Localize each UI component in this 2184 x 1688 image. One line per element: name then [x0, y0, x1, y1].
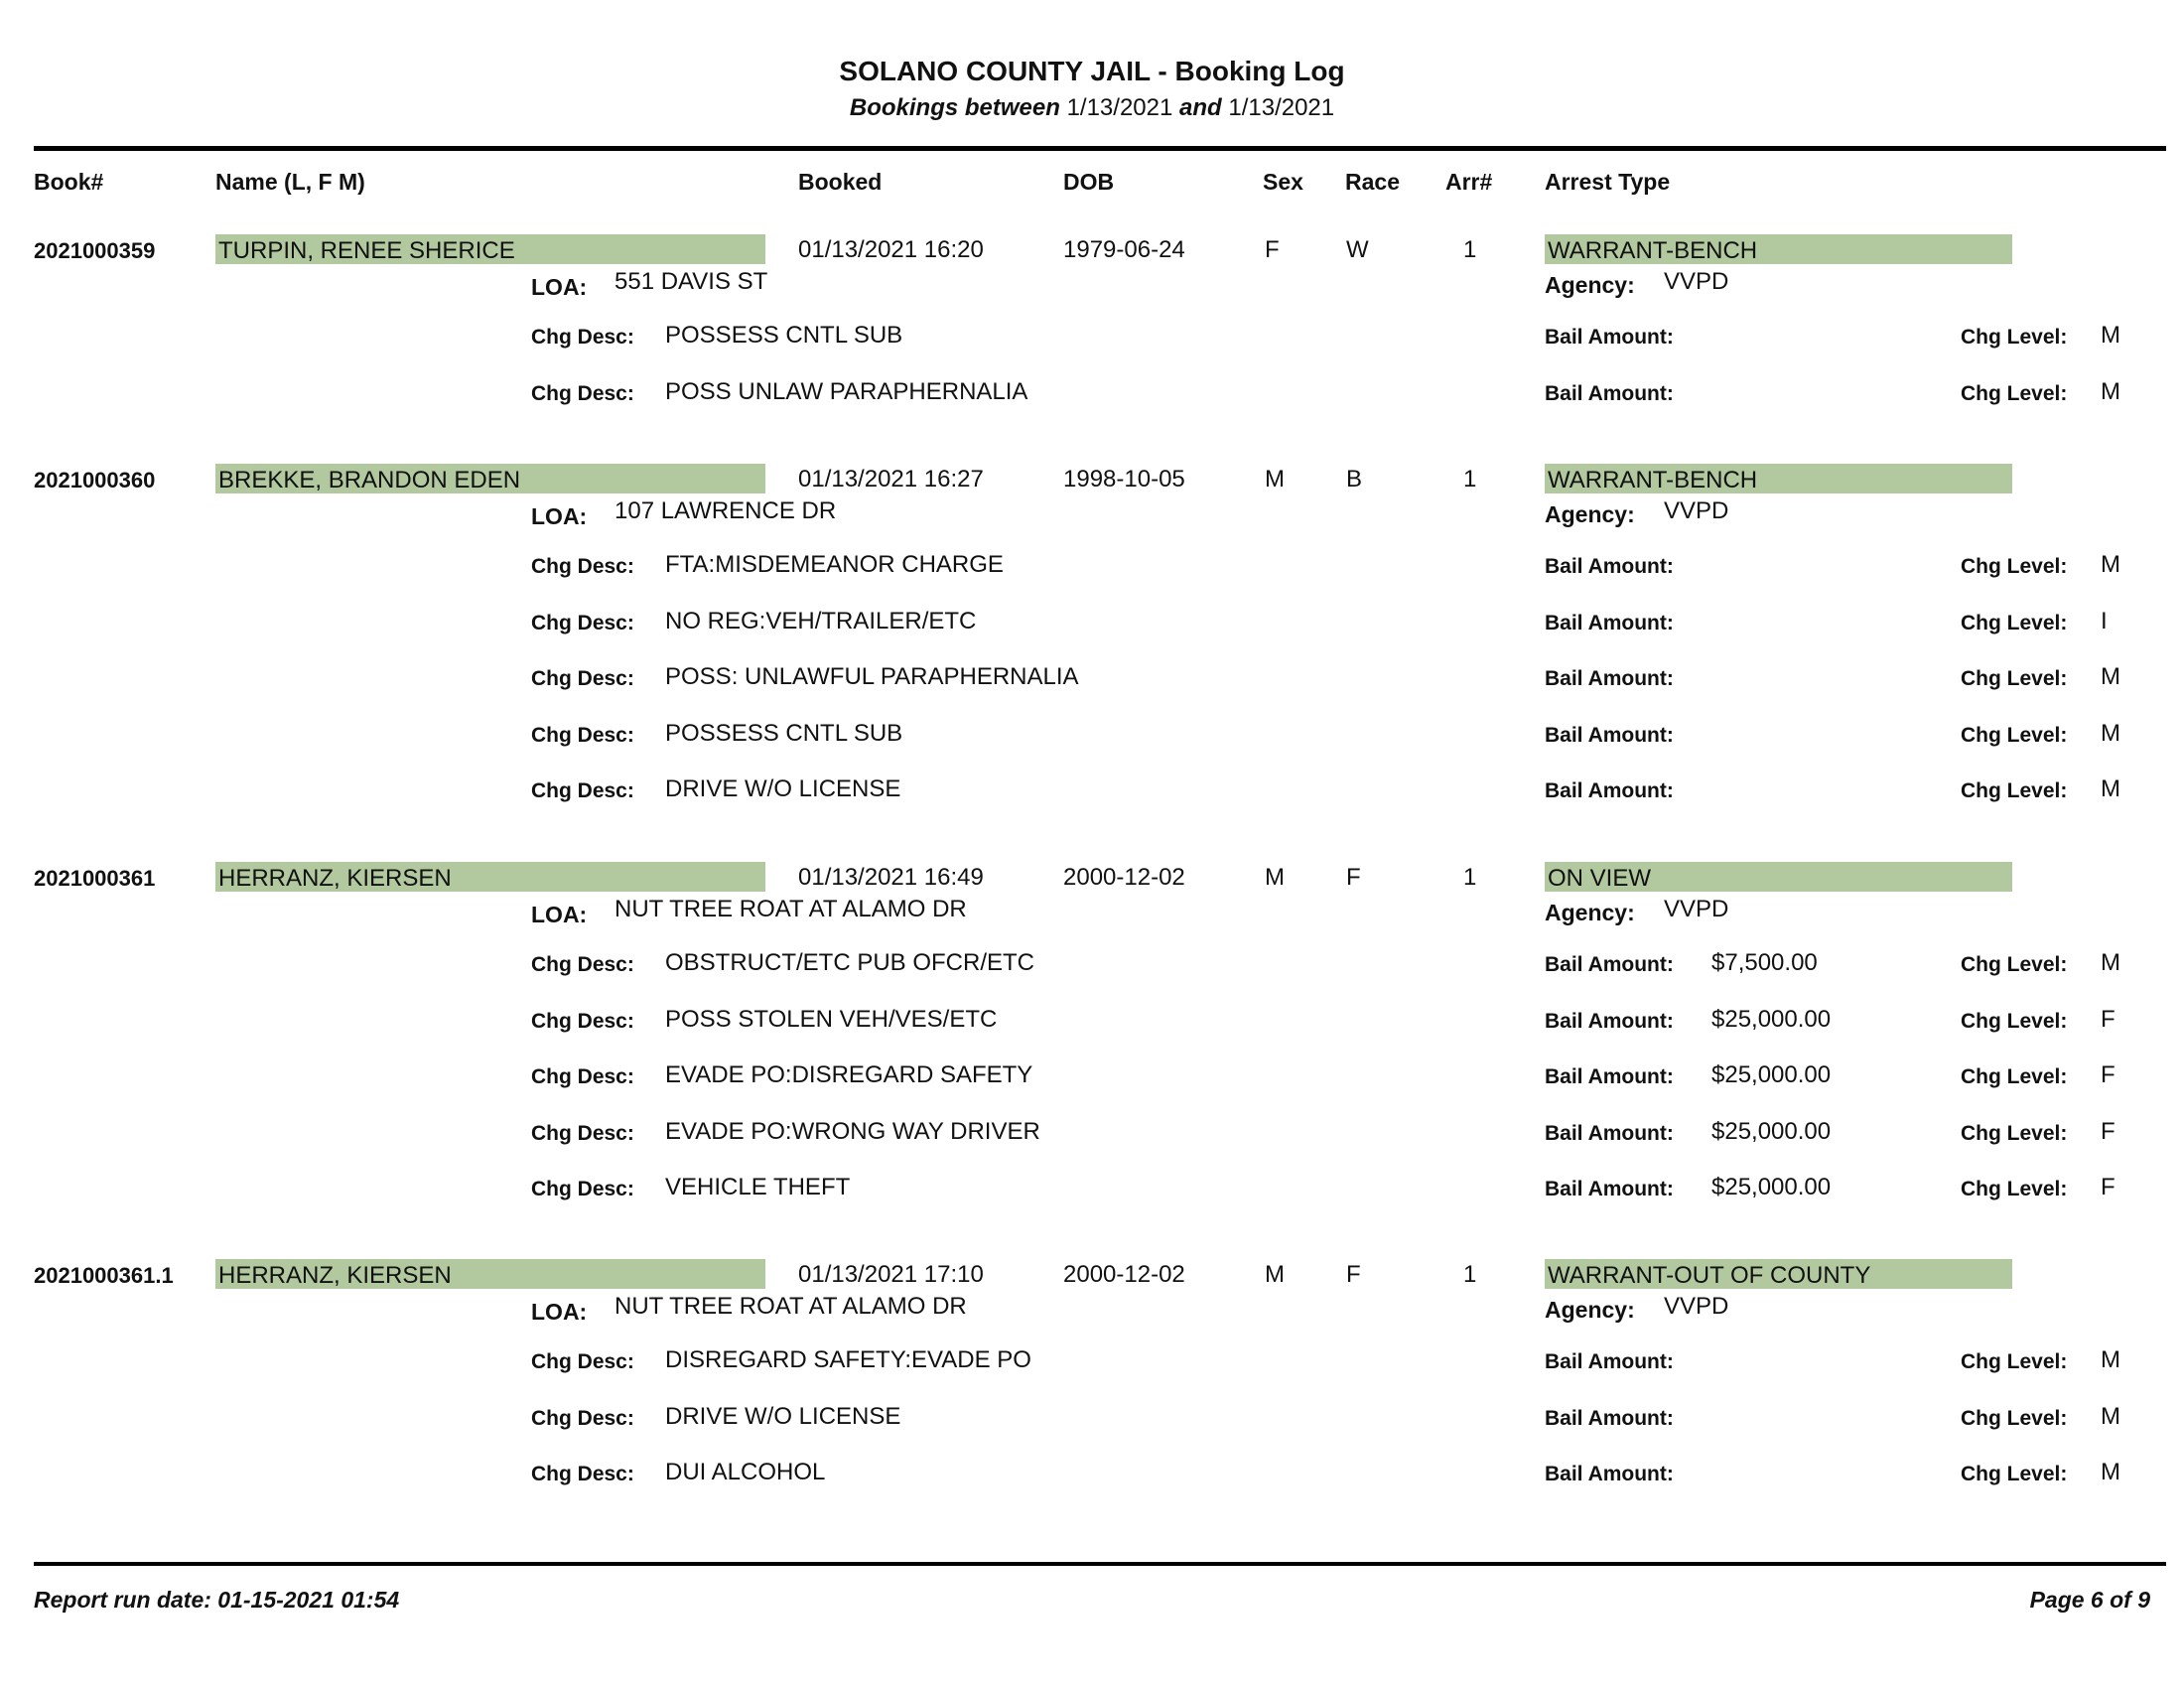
bail-amount-label: Bail Amount:	[1545, 1350, 1674, 1373]
agency-label: Agency:	[1545, 900, 1635, 925]
chg-desc-label: Chg Desc:	[531, 779, 634, 802]
chg-desc-label: Chg Desc:	[531, 1122, 634, 1145]
charge-description: EVADE PO:DISREGARD SAFETY	[665, 1061, 1033, 1088]
charge-description: FTA:MISDEMEANOR CHARGE	[665, 551, 1004, 578]
charge-level: I	[2101, 608, 2108, 634]
charge-level: M	[2101, 949, 2120, 976]
col-dob: DOB	[1063, 169, 1115, 195]
col-sex: Sex	[1263, 169, 1303, 195]
col-name: Name (L, F M)	[215, 169, 365, 195]
subtitle-prefix: Bookings between	[849, 94, 1060, 121]
arrest-count: 1	[1463, 1261, 1477, 1288]
agency-label: Agency:	[1545, 1297, 1635, 1323]
chg-level-label: Chg Level:	[1961, 326, 2068, 349]
date-from: 1/13/2021	[1066, 94, 1173, 121]
bail-amount-label: Bail Amount:	[1545, 779, 1674, 802]
chg-desc-label: Chg Desc:	[531, 326, 634, 349]
charge-level: F	[2101, 1118, 2116, 1145]
charge-level: F	[2101, 1061, 2116, 1088]
booking-number: 2021000360	[34, 468, 156, 492]
agency-value: VVPD	[1664, 497, 1729, 524]
loa-label: LOA:	[531, 274, 588, 300]
chg-desc-label: Chg Desc:	[531, 1407, 634, 1430]
booked-datetime: 01/13/2021 17:10	[798, 1261, 984, 1288]
bail-amount-label: Bail Amount:	[1545, 612, 1674, 634]
charge-level: M	[2101, 663, 2120, 690]
booking-number: 2021000361.1	[34, 1263, 174, 1288]
agency-value: VVPD	[1664, 1293, 1729, 1320]
chg-level-label: Chg Level:	[1961, 1178, 2068, 1200]
bail-amount-label: Bail Amount:	[1545, 953, 1674, 976]
sex-value: F	[1265, 236, 1280, 263]
arrest-type: ON VIEW	[1545, 862, 2012, 892]
charge-level: M	[2101, 322, 2120, 349]
charge-description: POSSESS CNTL SUB	[665, 720, 903, 747]
charge-description: POSS STOLEN VEH/VES/ETC	[665, 1006, 998, 1033]
chg-desc-label: Chg Desc:	[531, 667, 634, 690]
sex-value: M	[1265, 1261, 1285, 1288]
chg-level-label: Chg Level:	[1961, 1065, 2068, 1088]
chg-desc-label: Chg Desc:	[531, 555, 634, 578]
race-value: F	[1346, 1261, 1361, 1288]
arrest-count: 1	[1463, 864, 1477, 891]
chg-desc-label: Chg Desc:	[531, 724, 634, 747]
bail-amount-value: $25,000.00	[1711, 1006, 1832, 1033]
charge-description: POSSESS CNTL SUB	[665, 322, 903, 349]
charge-description: DRIVE W/O LICENSE	[665, 775, 901, 802]
chg-level-label: Chg Level:	[1961, 555, 2068, 578]
charge-level: M	[2101, 775, 2120, 802]
agency-label: Agency:	[1545, 272, 1635, 298]
inmate-name: TURPIN, RENEE SHERICE	[215, 234, 765, 264]
page-number: Page 6 of 9	[2029, 1587, 2150, 1613]
booking-number: 2021000359	[34, 238, 156, 263]
charge-description: EVADE PO:WRONG WAY DRIVER	[665, 1118, 1040, 1145]
agency-label: Agency:	[1545, 501, 1635, 527]
chg-level-label: Chg Level:	[1961, 1122, 2068, 1145]
chg-level-label: Chg Level:	[1961, 724, 2068, 747]
report-subtitle	[0, 94, 2184, 122]
inmate-name: HERRANZ, KIERSEN	[215, 862, 765, 892]
charge-description: VEHICLE THEFT	[665, 1174, 851, 1200]
date-of-birth: 1998-10-05	[1063, 466, 1185, 492]
header-divider	[34, 146, 2166, 151]
bail-amount-label: Bail Amount:	[1545, 724, 1674, 747]
loa-value: NUT TREE ROAT AT ALAMO DR	[614, 1293, 967, 1320]
date-of-birth: 1979-06-24	[1063, 236, 1185, 263]
sex-value: M	[1265, 864, 1285, 891]
bail-amount-label: Bail Amount:	[1545, 1407, 1674, 1430]
arrest-type: WARRANT-BENCH	[1545, 234, 2012, 264]
charge-level: M	[2101, 378, 2120, 405]
charge-description: POSS: UNLAWFUL PARAPHERNALIA	[665, 663, 1079, 690]
charge-level: F	[2101, 1174, 2116, 1200]
subtitle-and: and	[1179, 94, 1222, 121]
loa-label: LOA:	[531, 1299, 588, 1325]
chg-level-label: Chg Level:	[1961, 667, 2068, 690]
col-arrest-type: Arrest Type	[1545, 169, 1671, 195]
chg-desc-label: Chg Desc:	[531, 382, 634, 405]
agency-value: VVPD	[1664, 268, 1729, 295]
chg-desc-label: Chg Desc:	[531, 1065, 634, 1088]
chg-desc-label: Chg Desc:	[531, 612, 634, 634]
chg-level-label: Chg Level:	[1961, 612, 2068, 634]
bail-amount-value: $25,000.00	[1711, 1061, 1832, 1088]
col-race: Race	[1345, 169, 1400, 195]
chg-level-label: Chg Level:	[1961, 382, 2068, 405]
charge-description: DRIVE W/O LICENSE	[665, 1403, 901, 1430]
chg-desc-label: Chg Desc:	[531, 953, 634, 976]
loa-label: LOA:	[531, 503, 588, 529]
bail-amount-label: Bail Amount:	[1545, 1010, 1674, 1033]
col-booked: Booked	[798, 169, 883, 195]
col-arr: Arr#	[1445, 169, 1493, 195]
arrest-type: WARRANT-BENCH	[1545, 464, 2012, 493]
bail-amount-label: Bail Amount:	[1545, 1122, 1674, 1145]
report-title: SOLANO COUNTY JAIL - Booking Log	[839, 56, 1345, 86]
charge-level: M	[2101, 1346, 2120, 1373]
chg-level-label: Chg Level:	[1961, 1407, 2068, 1430]
race-value: F	[1346, 864, 1361, 891]
charge-level: F	[2101, 1006, 2116, 1033]
chg-desc-label: Chg Desc:	[531, 1010, 634, 1033]
charge-description: OBSTRUCT/ETC PUB OFCR/ETC	[665, 949, 1035, 976]
booked-datetime: 01/13/2021 16:49	[798, 864, 984, 891]
bail-amount-label: Bail Amount:	[1545, 326, 1674, 349]
charge-level: M	[2101, 720, 2120, 747]
bail-amount-label: Bail Amount:	[1545, 1178, 1674, 1200]
chg-desc-label: Chg Desc:	[531, 1350, 634, 1373]
race-value: W	[1346, 236, 1369, 263]
booked-datetime: 01/13/2021 16:20	[798, 236, 984, 263]
loa-label: LOA:	[531, 902, 588, 927]
arrest-count: 1	[1463, 236, 1477, 263]
booking-number: 2021000361	[34, 866, 156, 891]
footer-divider	[34, 1562, 2166, 1566]
loa-value: 107 LAWRENCE DR	[614, 497, 837, 524]
chg-level-label: Chg Level:	[1961, 1463, 2068, 1485]
charge-level: M	[2101, 1403, 2120, 1430]
bail-amount-label: Bail Amount:	[1545, 1065, 1674, 1088]
charge-description: NO REG:VEH/TRAILER/ETC	[665, 608, 977, 634]
inmate-name: BREKKE, BRANDON EDEN	[215, 464, 765, 493]
arrest-count: 1	[1463, 466, 1477, 492]
date-to: 1/13/2021	[1228, 94, 1335, 121]
loa-value: NUT TREE ROAT AT ALAMO DR	[614, 896, 967, 922]
col-book: Book#	[34, 169, 104, 195]
inmate-name: HERRANZ, KIERSEN	[215, 1259, 765, 1289]
charge-level: M	[2101, 551, 2120, 578]
chg-desc-label: Chg Desc:	[531, 1463, 634, 1485]
bail-amount-label: Bail Amount:	[1545, 667, 1674, 690]
bail-amount-label: Bail Amount:	[1545, 555, 1674, 578]
race-value: B	[1346, 466, 1363, 492]
report-run-date: Report run date: 01-15-2021 01:54	[34, 1587, 400, 1613]
date-of-birth: 2000-12-02	[1063, 864, 1185, 891]
chg-level-label: Chg Level:	[1961, 1010, 2068, 1033]
bail-amount-value: $25,000.00	[1711, 1118, 1832, 1145]
agency-value: VVPD	[1664, 896, 1729, 922]
booked-datetime: 01/13/2021 16:27	[798, 466, 984, 492]
charge-description: DUI ALCOHOL	[665, 1459, 826, 1485]
charge-level: M	[2101, 1459, 2120, 1485]
charge-description: POSS UNLAW PARAPHERNALIA	[665, 378, 1028, 405]
chg-desc-label: Chg Desc:	[531, 1178, 634, 1200]
chg-level-label: Chg Level:	[1961, 779, 2068, 802]
chg-level-label: Chg Level:	[1961, 1350, 2068, 1373]
date-of-birth: 2000-12-02	[1063, 1261, 1185, 1288]
bail-amount-value: $25,000.00	[1711, 1174, 1832, 1200]
arrest-type: WARRANT-OUT OF COUNTY	[1545, 1259, 2012, 1289]
charge-description: DISREGARD SAFETY:EVADE PO	[665, 1346, 1031, 1373]
bail-amount-label: Bail Amount:	[1545, 382, 1674, 405]
sex-value: M	[1265, 466, 1285, 492]
loa-value: 551 DAVIS ST	[614, 268, 768, 295]
bail-amount-value: $7,500.00	[1711, 949, 1818, 976]
chg-level-label: Chg Level:	[1961, 953, 2068, 976]
bail-amount-label: Bail Amount:	[1545, 1463, 1674, 1485]
